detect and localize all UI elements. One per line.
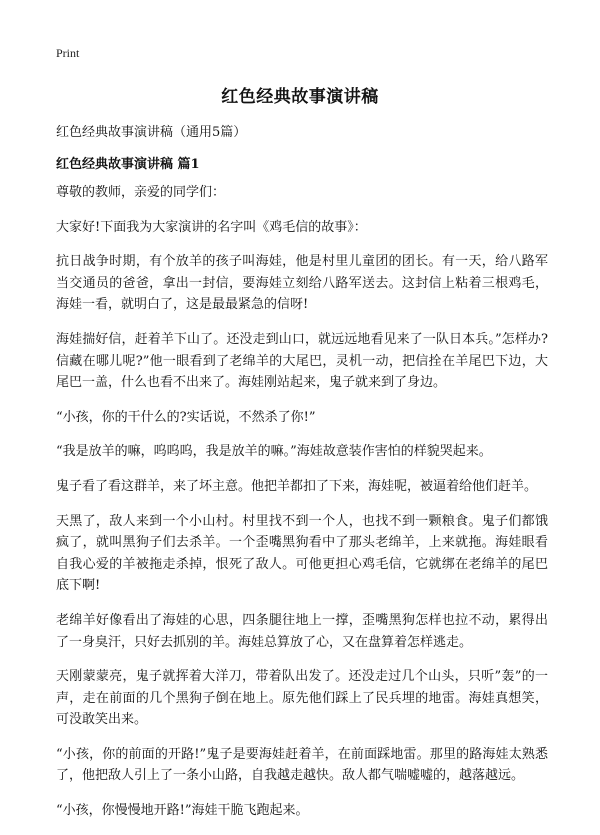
section-heading: 红色经典故事演讲稿 篇1	[56, 157, 200, 172]
paragraph-greeting: 尊敬的教师，亲爱的同学们：	[56, 185, 226, 200]
paragraph: 天刚蒙蒙亮，鬼子就挥着大洋刀，带着队出发了。还没走过几个山头，只听”轰”的一声，走在前面的几个黑狗子倒在地上。原先他们踩上了民兵埋的地雷。海娃真想笑，可没敢笑出来。	[56, 669, 548, 728]
paragraph: 海娃揣好信，赶着羊下山了。还没走到山口，就远远地看见来了一队日本兵。”怎样办?信藏在哪儿呢?”他一眼看到了老绵羊的大尾巴，灵机一动，把信拴在羊尾巴下边，大尾巴一盖，什么也看不出来了。海娃刚站起来，鬼子就来到了身边。	[56, 331, 548, 391]
print-label: Print	[56, 46, 80, 60]
speech-body	[56, 182, 548, 835]
paragraph: 天黑了，敌人来到一个小山村。村里找不到一个人，也找不到一颗粮食。鬼子们都饿疯了，就叫黑狗子们去杀羊。一个歪嘴黑狗看中了那头老绵羊，上来就拖。海娃眼看自我心爱的羊被拖走杀掉，恨死了敌人。可他更担心鸡毛信，它就绑在老绵羊的尾巴底下啊!	[56, 513, 548, 594]
paragraph-intro: 大家好!下面我为大家演讲的名字叫《鸡毛信的故事》：	[56, 219, 367, 235]
paragraph: “小孩，你的干什么的?实话说，不然杀了你!”	[56, 409, 316, 425]
paragraph: “小孩，你的前面的开路!”鬼子是要海娃赶着羊，在前面踩地雷。那里的路海娃太熟悉了，他把敌人引上了一条小山路，自我越走越快。敌人都气喘嘘嘘的，越落越远。	[56, 746, 548, 784]
document-subtitle: 红色经典故事演讲稿（通用5篇）	[56, 125, 247, 140]
page-title: 红色经典故事演讲稿	[221, 87, 379, 107]
paragraph: 抗日战争时期，有个放羊的孩子叫海娃，他是村里儿童团的团长。有一天，给八路军当交通员的爸爸，拿出一封信，要海娃立刻给八路军送去。这封信上粘着三根鸡毛，海娃一看，就明白了，这是最最紧急的信呀!	[56, 254, 548, 313]
paragraph: 鬼子看了看这群羊，来了坏主意。他把羊都扣了下来，海娃呢，被逼着给他们赶羊。	[56, 478, 538, 494]
paragraph: “我是放羊的嘛，呜呜呜，我是放羊的嘛。”海娃故意装作害怕的样貌哭起来。	[56, 444, 492, 460]
paragraph: “小孩，你慢慢地开路!”海娃干脆飞跑起来。	[56, 803, 309, 819]
paragraph: 老绵羊好像看出了海娃的心思，四条腿往地上一撑，歪嘴黑狗怎样也拉不动，累得出了一身臭汗，只好去抓别的羊。海娃总算放了心，又在盘算着怎样逃走。	[56, 612, 548, 650]
